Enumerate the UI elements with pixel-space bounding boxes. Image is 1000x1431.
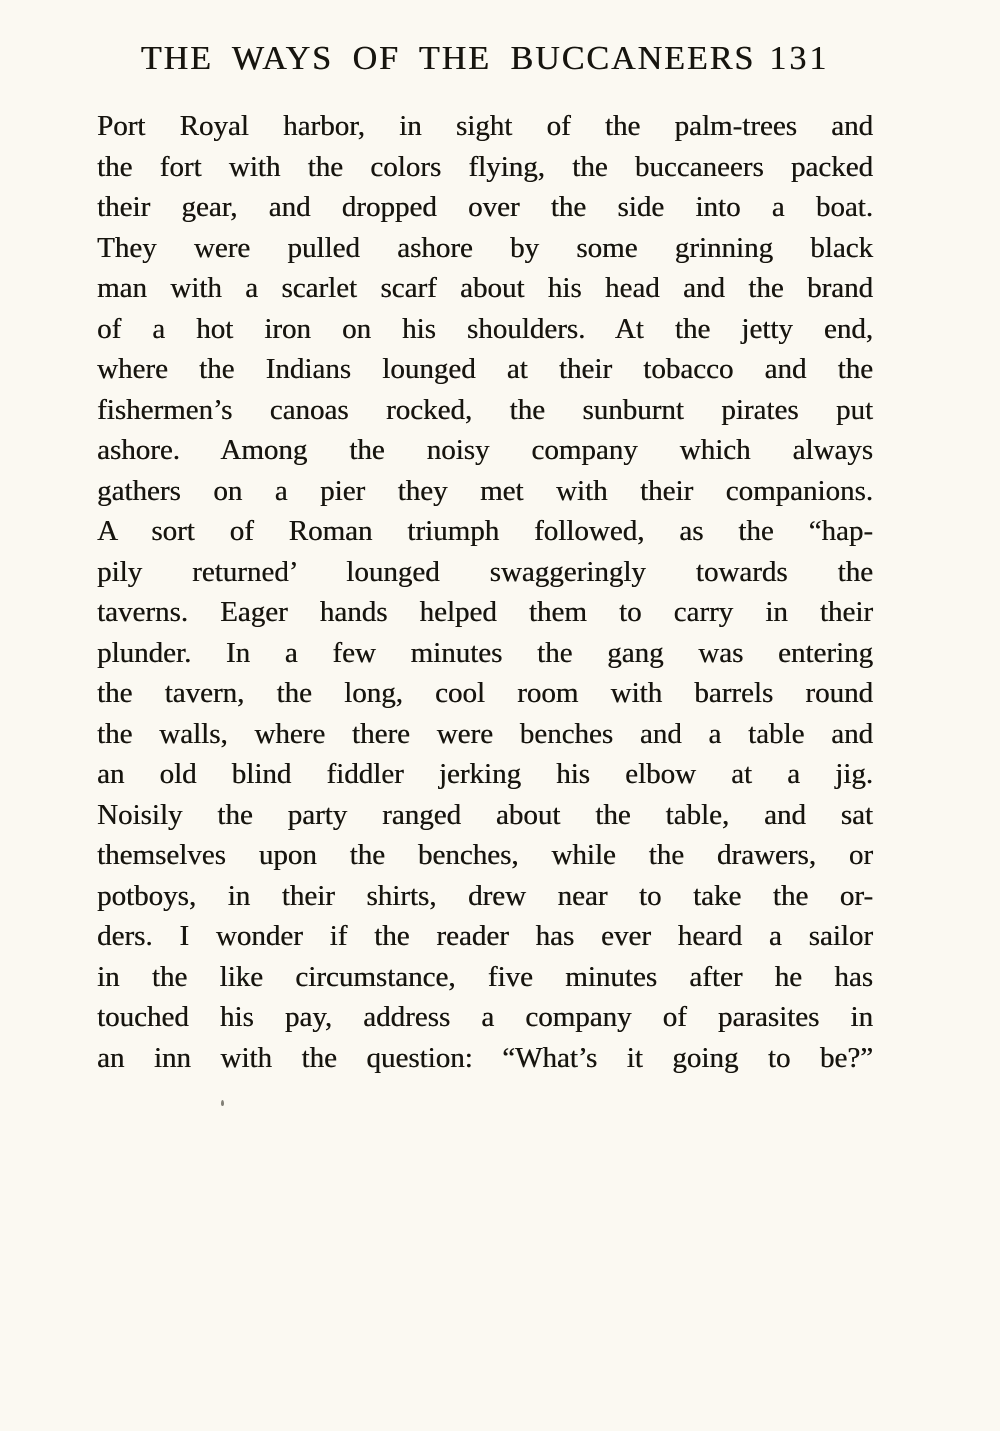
text-line: taverns. Eager hands helped them to carry in their [97, 596, 873, 628]
text-line: pily returned’ lounged swaggeringly towards the [97, 555, 873, 588]
running-title: THE WAYS OF THE BUCCANEERS [140, 40, 756, 77]
text-line: the walls, where there were benches and a table and [97, 717, 873, 750]
text-line: They were pulled ashore by some grinning black [97, 231, 873, 264]
text-line: the tavern, the long, cool room with barrels round [97, 677, 873, 709]
text-line: plunder. In a few minutes the gang was entering [97, 636, 873, 669]
text-line: A sort of Roman triumph followed, as the “hap- [97, 515, 873, 547]
text-line: touched his pay, address a company of parasites in [97, 1001, 873, 1033]
text-line: Noisily the party ranged about the table, and sat [97, 798, 873, 831]
text-line: potboys, in their shirts, drew near to take the or- [97, 879, 873, 912]
text-line: fishermen’s canoas rocked, the sunburnt pirates put [97, 393, 873, 426]
page-body-text [97, 106, 873, 1078]
text-line: themselves upon the benches, while the drawers, or [97, 839, 873, 871]
text-line: gathers on a pier they met with their companions. [97, 474, 873, 507]
text-line: in the like circumstance, five minutes after he has [97, 960, 873, 993]
text-line: ders. I wonder if the reader has ever heard a sailor [97, 920, 873, 952]
text-line: ashore. Among the noisy company which always [97, 434, 873, 466]
text-line: of a hot iron on his shoulders. At the jetty end, [97, 312, 873, 345]
text-line: an inn with the question: “What’s it going to be?” [97, 1041, 873, 1074]
text-line: an old blind fiddler jerking his elbow at a jig. [97, 758, 873, 790]
page-header [97, 40, 873, 78]
text-line: Port Royal harbor, in sight of the palm-trees and [97, 110, 873, 142]
text-line: man with a scarlet scarf about his head and the brand [97, 272, 873, 304]
ink-speck [221, 1100, 224, 1106]
text-line: where the Indians lounged at their tobacco and the [97, 353, 873, 385]
page-number: 131 [769, 40, 830, 77]
text-line: the fort with the colors flying, the buccaneers packed [97, 150, 873, 183]
text-line: their gear, and dropped over the side into a boat. [97, 191, 873, 223]
